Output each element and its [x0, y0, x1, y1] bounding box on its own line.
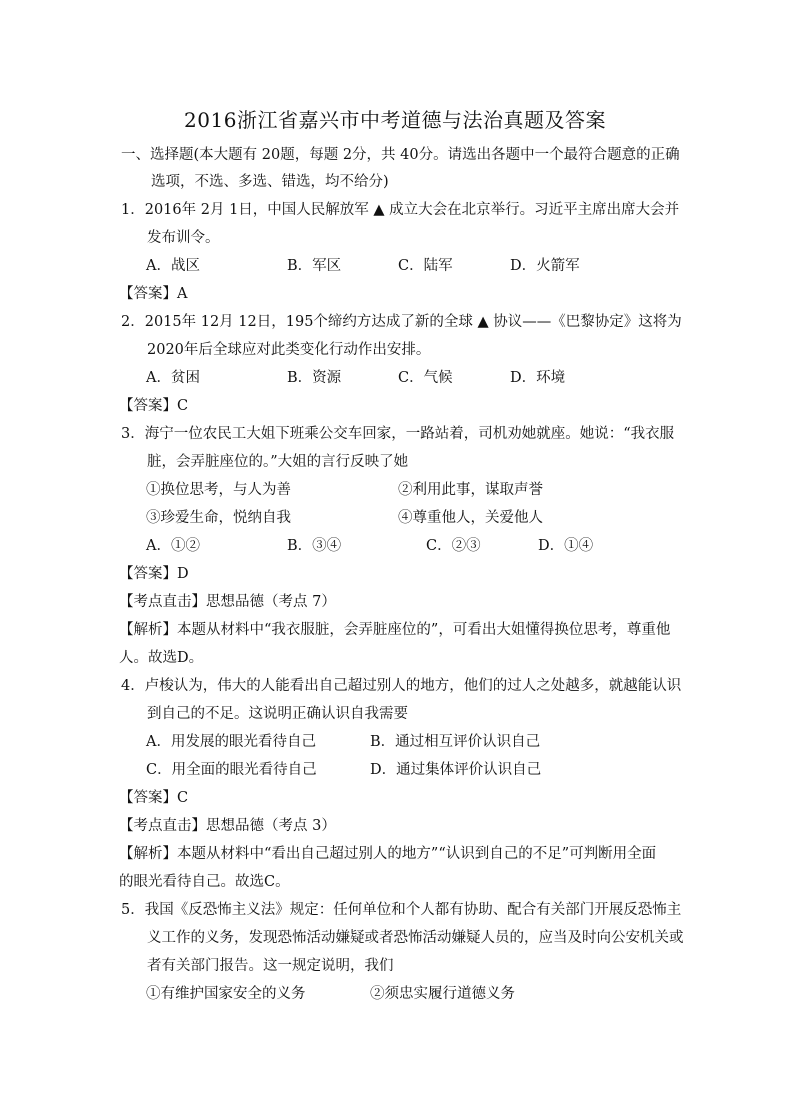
- question-1-option-d: D．火箭军: [510, 258, 580, 274]
- question-5-choice-2: ②须忠实履行道德义务: [370, 986, 515, 1002]
- question-2-option-b: B．资源: [287, 370, 342, 386]
- question-5-stem: 5．我国《反恐怖主义法》规定：任何单位和个人都有协助、配合有关部门开展反恐怖主: [121, 902, 682, 918]
- question-1-option-c: C．陆军: [398, 258, 453, 274]
- question-1-answer: 【答案】A: [119, 286, 188, 302]
- question-4-answer: 【答案】C: [119, 790, 189, 806]
- question-2-option-a: A．贫困: [146, 370, 200, 386]
- question-2-stem: 2．2015年 12月 12日，195个缔约方达成了新的全球 ▲ 协议——《巴黎协定》这将为: [121, 314, 682, 330]
- question-3-answer: 【答案】D: [119, 566, 189, 582]
- question-4-option-d: D．通过集体评价认识自己: [370, 762, 542, 778]
- section-instruction-line1: 一、选择题(本大题有 20题，每题 2分，共 40分。请选出各题中一个最符合题意的正确: [121, 147, 680, 163]
- question-2-stem-cont: 2020年后全球应对此类变化行动作出安排。: [147, 342, 431, 358]
- question-5-stem-cont-1: 义工作的义务，发现恐怖活动嫌疑或者恐怖活动嫌疑人员的，应当及时向公安机关或: [147, 930, 684, 946]
- question-3-option-b: B．③④: [287, 538, 342, 554]
- question-3-option-a: A．①②: [146, 538, 200, 554]
- question-1-option-a: A．战区: [146, 258, 200, 274]
- question-3-stem-cont: 脏，会弄脏座位的。”大姐的言行反映了她: [147, 454, 409, 470]
- question-4-stem: 4．卢梭认为，伟大的人能看出自己超过别人的地方，他们的过人之处越多，就越能认识: [121, 678, 682, 694]
- question-3-analysis-cont: 人。故选D。: [119, 650, 204, 666]
- question-3-stem: 3．海宁一位农民工大姐下班乘公交车回家，一路站着，司机劝她就座。她说：“我衣服: [121, 426, 675, 442]
- question-3-choice-4: ④尊重他人，关爱他人: [398, 510, 543, 526]
- question-3-option-d: D．①④: [538, 538, 594, 554]
- question-4-analysis-cont: 的眼光看待自己。故选C。: [119, 874, 290, 890]
- question-1-stem: 1．2016年 2月 1日，中国人民解放军 ▲ 成立大会在北京举行。习近平主席出席大会并: [121, 202, 680, 218]
- question-3-analysis: 【解析】本题从材料中“我衣服脏，会弄脏座位的”，可看出大姐懂得换位思考，尊重他: [119, 622, 671, 638]
- question-5-choice-1: ①有维护国家安全的义务: [146, 986, 306, 1002]
- question-2-option-d: D．环境: [510, 370, 566, 386]
- question-2-answer: 【答案】C: [119, 398, 189, 414]
- question-1-option-b: B．军区: [287, 258, 342, 274]
- page-title: 2016浙江省嘉兴市中考道德与法治真题及答案: [184, 108, 606, 132]
- question-3-knowledge-point: 【考点直击】思想品德（考点 7）: [119, 594, 336, 610]
- question-3-choice-1: ①换位思考，与人为善: [146, 482, 291, 498]
- question-3-option-c: C．②③: [426, 538, 481, 554]
- question-4-stem-cont: 到自己的不足。这说明正确认识自我需要: [147, 706, 408, 722]
- question-3-choice-2: ②利用此事，谋取声誉: [398, 482, 543, 498]
- question-1-stem-cont: 发布训令。: [147, 230, 220, 246]
- question-4-option-b: B．通过相互评价认识自己: [370, 734, 541, 750]
- question-4-option-c: C．用全面的眼光看待自己: [146, 762, 317, 778]
- question-3-choice-3: ③珍爱生命，悦纳自我: [146, 510, 291, 526]
- section-instruction-line2: 选项，不选、多选、错选，均不给分): [151, 174, 389, 190]
- question-5-stem-cont-2: 者有关部门报告。这一规定说明，我们: [147, 958, 394, 974]
- question-2-option-c: C．气候: [398, 370, 453, 386]
- question-4-option-a: A．用发展的眼光看待自己: [146, 734, 316, 750]
- question-4-analysis: 【解析】本题从材料中“看出自己超过别人的地方”“认识到自己的不足”可判断用全面: [119, 846, 657, 862]
- question-4-knowledge-point: 【考点直击】思想品德（考点 3）: [119, 818, 336, 834]
